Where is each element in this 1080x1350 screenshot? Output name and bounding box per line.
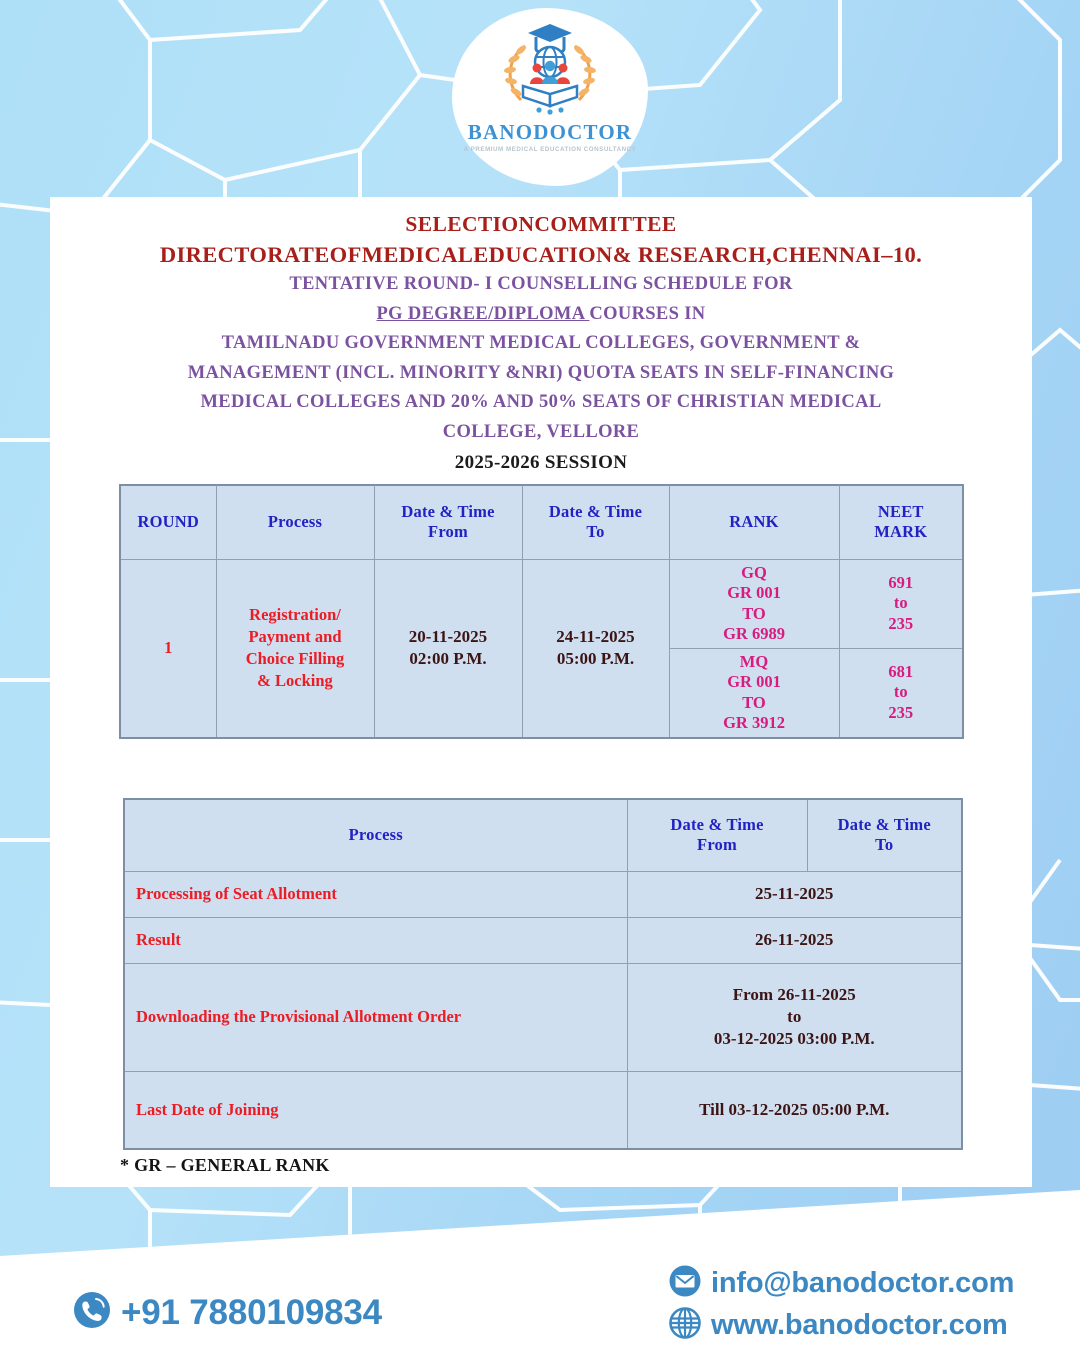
cell-neet-mq — [839, 648, 963, 738]
heading-line-3: TENTATIVE ROUND- I COUNSELLING SCHEDULE FOR — [289, 274, 793, 294]
th-neet-mark — [839, 485, 963, 559]
footer-email-text: info@banodoctor.com — [711, 1267, 1015, 1299]
cell-date-from — [374, 559, 522, 738]
round-number: 1 — [164, 638, 173, 657]
process-joining-date: Till 03-12-2025 05:00 P.M. — [699, 1099, 890, 1119]
th-neet-line1: NEET — [877, 502, 924, 522]
footer-phone[interactable] — [72, 1290, 382, 1335]
heading-line-4 — [50, 300, 1032, 330]
table-row — [124, 871, 962, 917]
footer-contact-block — [668, 1264, 1014, 1345]
cell-process-result — [124, 917, 627, 963]
rank-gq-to: GR 6989 — [723, 624, 785, 643]
process-result-date: 26-11-2025 — [755, 930, 834, 949]
from-date: 20-11-2025 — [408, 627, 488, 646]
th2-process — [124, 799, 627, 871]
cell-process — [216, 559, 374, 738]
cell-process-allotment — [124, 871, 627, 917]
rank-mq-quota: MQ — [739, 651, 769, 671]
rank-mq-to-word: TO — [742, 692, 766, 712]
cell-date-allotment — [627, 871, 962, 917]
process-line-1: Registration/ — [249, 605, 341, 624]
neet-gq-high: 691 — [888, 572, 914, 592]
th-date-from — [374, 485, 522, 559]
phone-icon — [72, 1290, 112, 1335]
footer-email[interactable] — [668, 1264, 1014, 1303]
th-process — [216, 485, 374, 559]
table-row — [124, 1071, 962, 1149]
th-process-label: Process — [267, 512, 323, 532]
th2-date-to-line2: To — [875, 835, 894, 855]
heading-line-6: MANAGEMENT (INCL. MINORITY &NRI) QUOTA SEATS IN SELF-FINANCING — [187, 362, 895, 383]
cell-rank-gq — [669, 559, 839, 648]
from-time: 02:00 P.M. — [409, 649, 487, 668]
table-header-row — [124, 799, 962, 871]
process-download-date-line2: to — [787, 1007, 802, 1026]
process-line-4: & Locking — [257, 671, 333, 690]
process-line-2: Payment and — [248, 627, 342, 646]
table-row — [124, 963, 962, 1071]
process-line-3: Choice Filling — [245, 649, 345, 668]
table-row — [120, 559, 963, 648]
to-date: 24-11-2025 — [556, 627, 635, 646]
cell-date-joining — [627, 1071, 962, 1149]
logo-wordmark: BANODOCTOR — [467, 120, 633, 144]
rank-mq-from: GR 001 — [727, 672, 781, 691]
cell-date-download — [627, 963, 962, 1071]
th-rank-label: RANK — [729, 512, 779, 532]
table-row — [124, 917, 962, 963]
th2-date-from-line1: Date & Time — [670, 815, 764, 835]
footer-website-text: www.banodoctor.com — [711, 1309, 1008, 1341]
footer-website[interactable] — [668, 1306, 1014, 1345]
process-result-label: Result — [136, 930, 181, 949]
footnote-general-rank: * GR – GENERAL RANK — [120, 1155, 330, 1175]
heading-line-2: DIRECTORATEOFMEDICALEDUCATION& RESEARCH,CHENNAI–10. — [159, 242, 923, 267]
process-allotment-date: 25-11-2025 — [755, 884, 834, 903]
cell-neet-gq — [839, 559, 963, 648]
cell-process-download — [124, 963, 627, 1071]
to-time: 05:00 P.M. — [556, 649, 635, 668]
th2-date-from-line2: From — [697, 835, 737, 855]
process-download-label: Downloading the Provisional Allotment Order — [136, 1007, 462, 1026]
th-rank — [669, 485, 839, 559]
rank-gq-to-word: TO — [742, 603, 766, 623]
process-schedule-table-wrap — [123, 798, 961, 1150]
rank-gq-quota: GQ — [741, 562, 767, 582]
heading-line-4-rest: COURSES IN — [589, 303, 706, 324]
heading-session-line: 2025-2026 SESSION — [454, 452, 628, 473]
th-date-to-line2: To — [586, 522, 605, 542]
process-schedule-table — [123, 798, 963, 1150]
process-joining-label: Last Date of Joining — [136, 1099, 279, 1119]
th2-date-from — [627, 799, 807, 871]
process-download-date-line3: 03-12-2025 03:00 P.M. — [713, 1029, 875, 1048]
logo-tagline: A PREMIUM MEDICAL EDUCATION CONSULTANCY — [463, 146, 637, 153]
rank-mq-to: GR 3912 — [723, 713, 785, 732]
neet-gq-word: to — [893, 593, 908, 613]
cell-date-to — [522, 559, 669, 738]
neet-gq-low: 235 — [888, 613, 914, 633]
heading-line-4-underlined: PG DEGREE/DIPLOMA — [376, 303, 590, 324]
document-heading — [50, 197, 1032, 479]
th-date-to — [522, 485, 669, 559]
footer-phone-text: +91 7880109834 — [121, 1292, 382, 1332]
th2-date-to — [807, 799, 962, 871]
brand-logo — [452, 8, 648, 186]
th-date-from-line1: Date & Time — [401, 502, 495, 522]
cell-process-joining — [124, 1071, 627, 1149]
envelope-icon — [668, 1264, 702, 1303]
th-neet-line2: MARK — [874, 522, 928, 542]
th-date-from-line2: From — [428, 522, 468, 542]
heading-line-5: TAMILNADU GOVERNMENT MEDICAL COLLEGES, GOVERNMENT & — [221, 333, 861, 353]
th-date-to-line1: Date & Time — [548, 502, 643, 522]
th-round — [120, 485, 216, 559]
heading-line-7: MEDICAL COLLEGES AND 20% AND 50% SEATS OF CHRISTIAN MEDICAL — [200, 392, 882, 412]
cell-round-number — [120, 559, 216, 738]
heading-line-8: COLLEGE, VELLORE — [442, 421, 640, 442]
process-download-date-line1: From 26-11-2025 — [732, 985, 856, 1004]
round-schedule-table — [119, 484, 964, 739]
cell-date-result — [627, 917, 962, 963]
neet-mq-low: 235 — [888, 702, 914, 722]
th2-date-to-line1: Date & Time — [837, 815, 931, 835]
th-round-label: ROUND — [137, 512, 199, 532]
graduation-globe-emblem-icon — [495, 22, 605, 118]
neet-mq-word: to — [893, 682, 908, 702]
neet-mq-high: 681 — [888, 661, 914, 681]
rank-gq-from: GR 001 — [727, 583, 781, 602]
round-schedule-table-wrap — [119, 484, 962, 739]
heading-line-1: SELECTIONCOMMITTEE — [405, 212, 677, 236]
cell-rank-mq — [669, 648, 839, 738]
globe-icon — [668, 1306, 702, 1345]
th2-process-label: Process — [348, 825, 403, 845]
process-allotment-label: Processing of Seat Allotment — [136, 884, 337, 903]
